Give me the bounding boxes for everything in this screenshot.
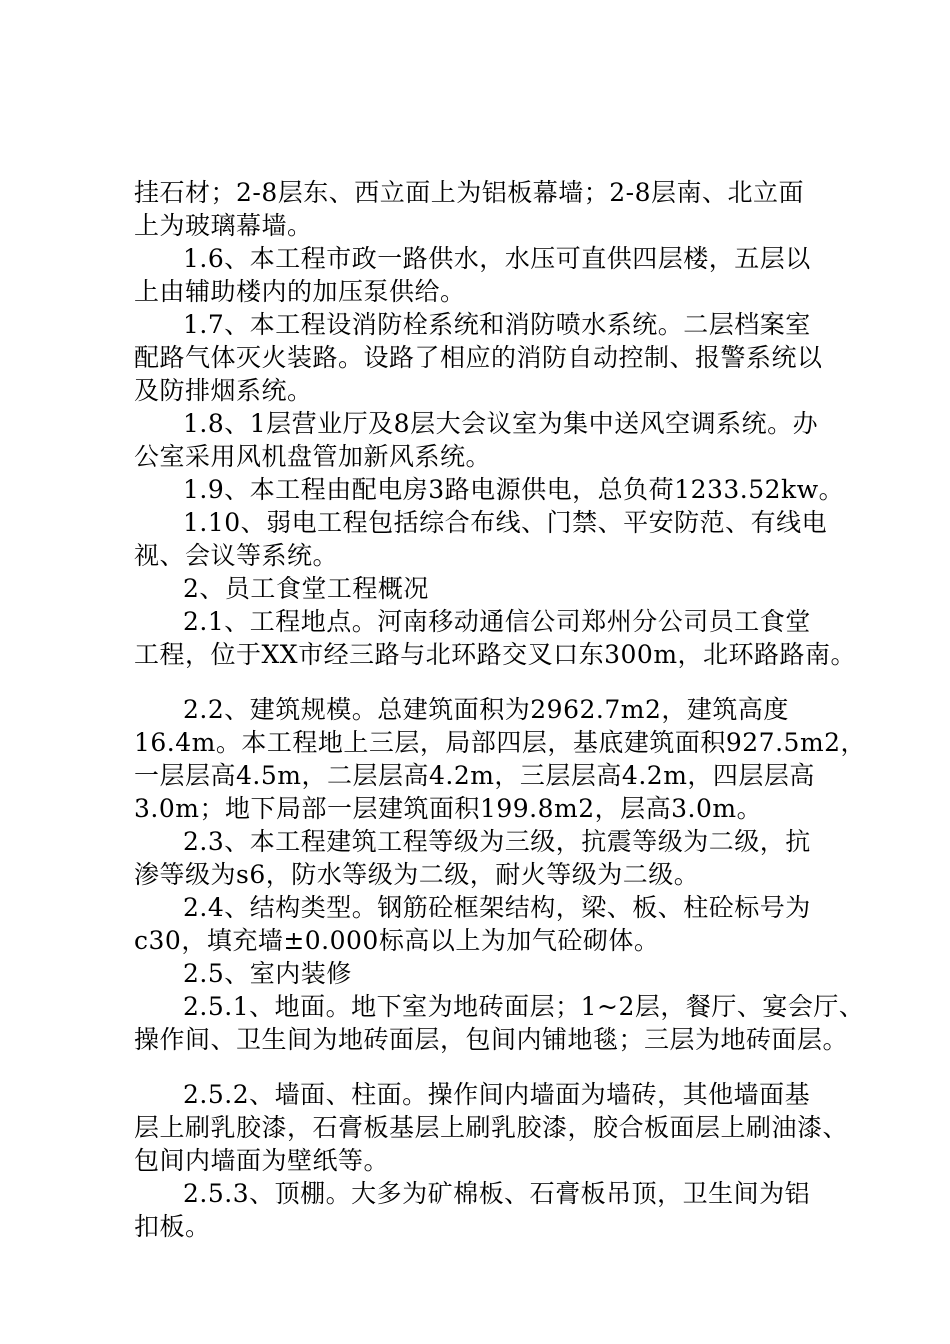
text-line: 上由辅助楼内的加压泵供给。: [134, 277, 466, 306]
text-line: 公室采用风机盘管加新风系统。: [134, 442, 492, 471]
text-line: 2.5.2、墙面、柱面。操作间内墙面为墙砖，其他墙面基: [183, 1080, 811, 1109]
text-line: 1.9、本工程由配电房3路电源供电，总负荷1233.52kw。: [183, 475, 845, 504]
text-line: 一层层高4.5m，二层层高4.2m，三层层高4.2m，四层层高: [134, 761, 815, 790]
text-line: 2.4、结构类型。钢筋砼框架结构，梁、板、柱砼标号为: [183, 893, 811, 922]
text-line: 2.5.1、地面。地下室为地砖面层；1~2层，餐厅、宴会厅、: [183, 992, 865, 1021]
text-line: c30，填充墙±0.000标高以上为加气砼砌体。: [134, 926, 660, 955]
text-line: 2.2、建筑规模。总建筑面积为2962.7m2，建筑高度: [183, 695, 789, 724]
section-heading: 2、员工食堂工程概况: [183, 574, 429, 603]
text-line: 及防排烟系统。: [134, 376, 313, 405]
text-line: 2.3、本工程建筑工程等级为三级，抗震等级为二级，抗: [183, 827, 811, 856]
text-line: 层上刷乳胶漆，石膏板基层上刷乳胶漆，胶合板面层上刷油漆、: [134, 1113, 849, 1142]
section-heading: 2.5、室内装修: [183, 959, 352, 988]
text-line: 扣板。: [134, 1212, 211, 1241]
text-line: 渗等级为s6，防水等级为二级，耐火等级为二级。: [134, 860, 700, 889]
text-line: 1.10、弱电工程包括综合布线、门禁、平安防范、有线电: [183, 508, 828, 537]
text-line: 1.6、本工程市政一路供水，水压可直供四层楼，五层以: [183, 244, 811, 273]
text-line: 配路气体灭火装路。设路了相应的消防自动控制、报警系统以: [134, 343, 823, 372]
text-line: 3.0m；地下局部一层建筑面积199.8m2，层高3.0m。: [134, 794, 763, 823]
text-line: 包间内墙面为壁纸等。: [134, 1146, 390, 1175]
text-line: 1.7、本工程设消防栓系统和消防喷水系统。二层档案室: [183, 310, 811, 339]
text-line: 16.4m。本工程地上三层，局部四层，基底建筑面积927.5m2，: [134, 728, 867, 757]
text-line: 上为玻璃幕墙。: [134, 211, 313, 240]
text-line: 工程，位于XX市经三路与北环路交叉口东300m，北环路路南。: [134, 640, 857, 669]
text-line: 1.8、1层营业厅及8层大会议室为集中送风空调系统。办: [183, 409, 819, 438]
text-line: 2.1、工程地点。河南移动通信公司郑州分公司员工食堂: [183, 607, 811, 636]
text-line: 2.5.3、顶棚。大多为矿棉板、石膏板吊顶，卫生间为铝: [183, 1179, 811, 1208]
text-line: 操作间、卫生间为地砖面层，包间内铺地毯；三层为地砖面层。: [134, 1025, 849, 1054]
text-line: 挂石材；2-8层东、西立面上为铝板幕墙；2-8层南、北立面: [134, 178, 805, 207]
text-line: 视、会议等系统。: [134, 541, 339, 570]
